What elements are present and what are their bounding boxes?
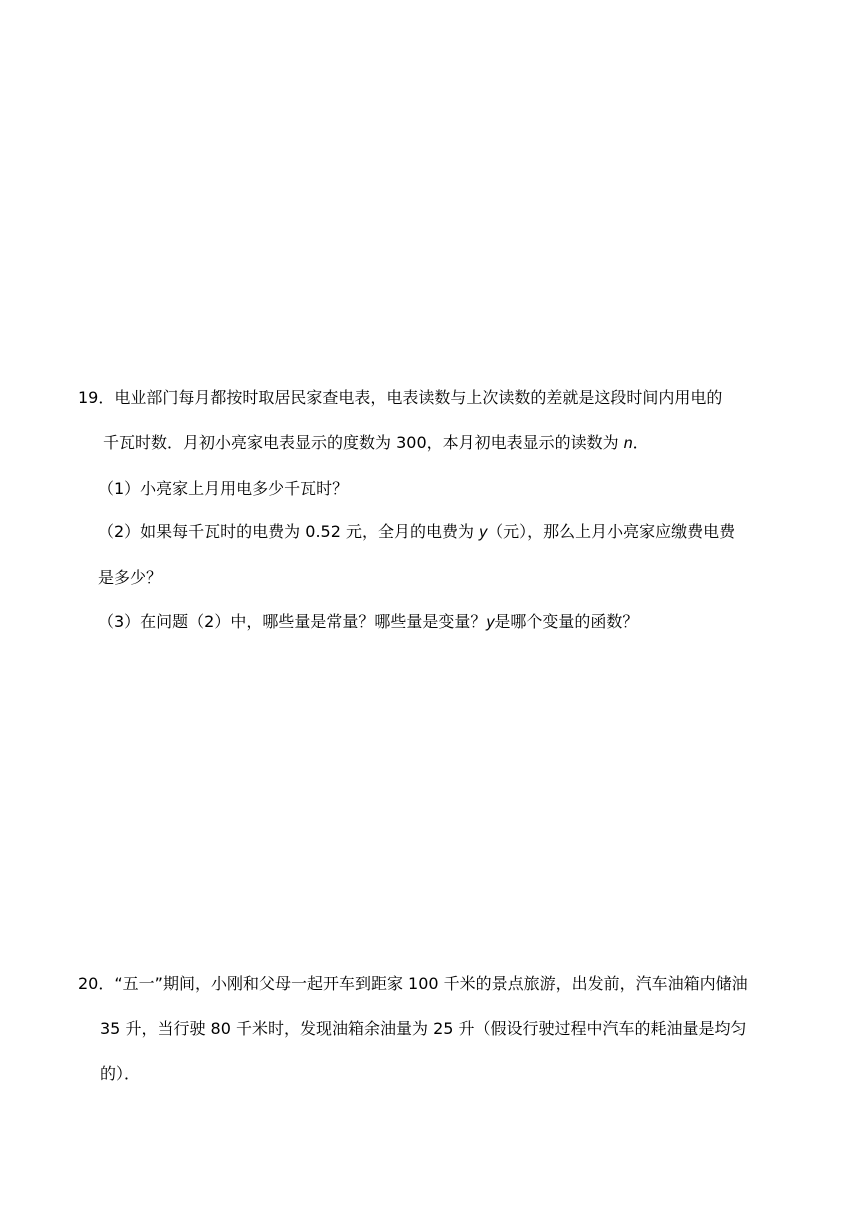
q19-part-2-text: （2）如果每千瓦时的电费为 0.52 元，全月的电费为: [98, 522, 480, 541]
q20-line-2: 35 升，当行驶 80 千米时，发现油箱余油量为 25 升（假设行驶过程中汽车的耗油量是均匀: [100, 1019, 747, 1038]
q19-line-2-end: ．: [632, 433, 649, 452]
q20-line-3: 的）．: [100, 1064, 141, 1083]
variable-y-2: y: [486, 614, 495, 631]
q19-part-1: （1）小亮家上月用电多少千瓦时？: [98, 479, 349, 498]
q19-line-2: [103, 433, 649, 454]
q20-line-1: 20．“五一”期间，小刚和父母一起开车到距家 100 千米的景点旅游，出发前，汽车油箱内储油: [78, 974, 748, 993]
q19-line-2-text: 千瓦时数．月初小亮家电表显示的度数为 300，本月初电表显示的读数为: [103, 433, 624, 452]
variable-n: n: [623, 435, 633, 452]
q19-part-3: [98, 612, 638, 633]
q19-part-2-continued: 是多少？: [98, 568, 163, 587]
q19-line-1: 19．电业部门每月都按时取居民家查电表，电表读数与上次读数的差就是这段时间内用电的: [78, 388, 723, 407]
q19-part-2: [98, 522, 735, 543]
q19-part-3-text: （3）在问题（2）中，哪些量是常量？哪些量是变量？: [98, 612, 487, 631]
q19-part-2-end: （元），那么上月小亮家应缴费电费: [487, 522, 736, 541]
variable-y: y: [479, 524, 488, 541]
q19-part-3-end: 是哪个变量的函数？: [494, 612, 639, 631]
